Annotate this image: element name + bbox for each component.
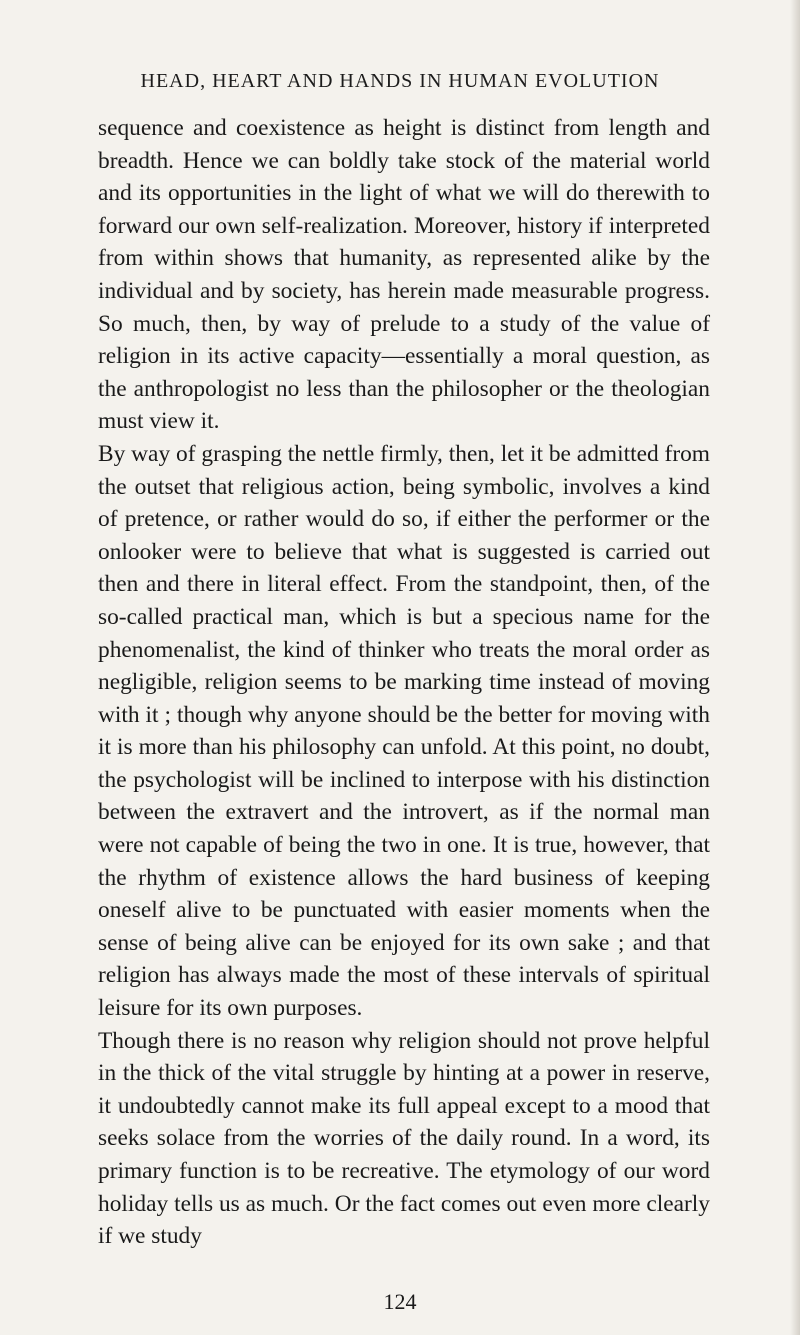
body-text <box>98 112 710 1253</box>
page-edge-shadow <box>790 0 800 1335</box>
paragraph: Though there is no reason why religion should not prove helpful in the thick of the vital struggle by hinting at a power in reserve, it undoubtedly cannot make its full appeal except to a mood that seeks solace from the worries of the daily round. In a word, its primary function is to be recreative. The etymology of our word holiday tells us as much. Or the fact comes out even more clearly if we study <box>98 1027 710 1250</box>
paragraph: By way of grasping the nettle firmly, then, let it be admitted from the outset that religious action, being symbolic, involves a kind of pretence, or rather would do so, if either the performer or the onlooker were to believe that what is suggested is carried out then and there in literal effect. From the standpoint, then, of the so-called practical man, which is but a specious name for the phenomenalist, the kind of thinker who treats the moral order as negligible, religion seems to be marking time instead of moving with it ; though why anyone should be the better for moving with it is more than his philosophy can unfold. At this point, no doubt, the psychologist will be inclined to interpose with his distinction between the extravert and the introvert, as if the normal man were not capable of being the two in one. It is true, however, that the rhythm of existence allows the hard business of keeping oneself alive to be punctuated with easier moments when the sense of being alive can be enjoyed for its own sake ; and that religion has always made the most of these intervals of spiritual leisure for its own purposes. <box>98 440 710 1022</box>
page-number: 124 <box>383 1289 417 1314</box>
running-head: HEAD, HEART AND HANDS IN HUMAN EVOLUTION <box>140 70 660 92</box>
paragraph: sequence and coexistence as height is distinct from length and breadth. Hence we can boldly take stock of the material world and its opportunities in the light of what we will do therewith to forward our own self-realization. Moreover, history if interpreted from within shows that humanity, as represented alike by the individual and by society, has herein made measurable progress. So much, then, by way of prelude to a study of the value of religion in its active capacity—essentially a moral question, as the anthropologist no less than the philosopher or the theologian must view it. <box>98 115 710 435</box>
